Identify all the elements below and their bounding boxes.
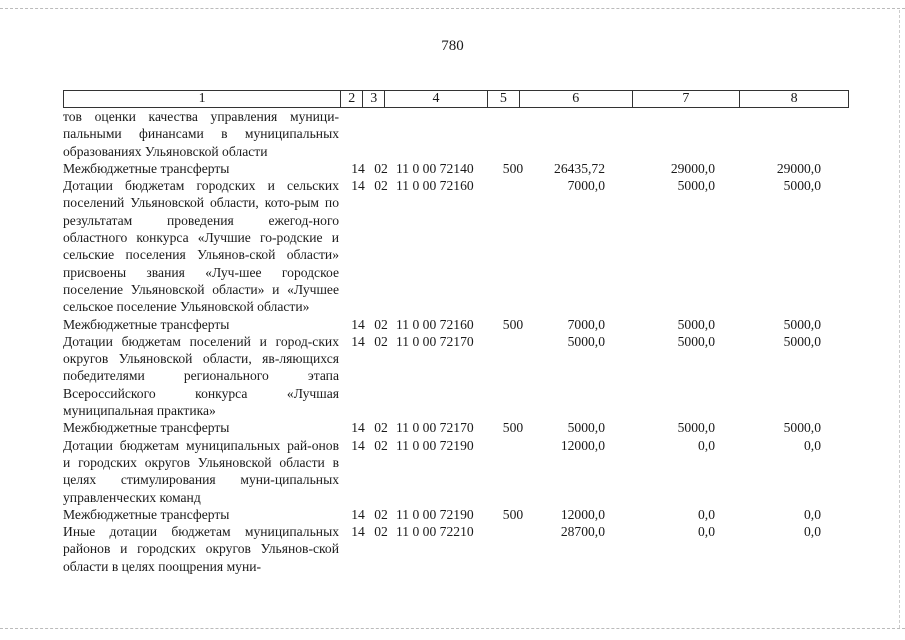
page-number: 780 <box>441 38 464 54</box>
budget-table-body <box>63 108 853 575</box>
row-target-code: 11 0 00 72140 <box>396 160 474 176</box>
row-subsection: 02 <box>374 333 388 349</box>
column-header-5: 5 <box>488 91 520 107</box>
row-target-code: 11 0 00 72160 <box>396 316 474 332</box>
row-section: 14 <box>351 178 365 194</box>
table-row <box>63 160 853 177</box>
row-name: тов оценки качества управления муници-пальными финансами в муниципальных образованиях Ульяновской области <box>63 109 339 159</box>
row-amount-year2: 5000,0 <box>677 420 715 436</box>
scan-edge-bottom <box>0 628 905 630</box>
row-amount-year2: 5000,0 <box>677 316 715 332</box>
row-name: Межбюджетные трансферты <box>63 420 230 436</box>
row-section: 14 <box>351 524 365 540</box>
table-row <box>63 419 853 436</box>
table-row <box>63 506 853 523</box>
row-section: 14 <box>351 420 365 436</box>
row-section: 14 <box>351 316 365 332</box>
row-expense-type: 500 <box>502 160 524 176</box>
row-amount-year1: 12000,0 <box>560 437 605 453</box>
row-amount-year3: 29000,0 <box>776 160 821 176</box>
row-target-code: 11 0 00 72170 <box>396 333 474 349</box>
column-header-1: 1 <box>64 91 341 107</box>
table-row <box>63 316 853 333</box>
row-section: 14 <box>351 160 365 176</box>
row-section: 14 <box>351 506 365 522</box>
table-row <box>63 437 853 506</box>
row-expense-type: 500 <box>502 316 524 332</box>
row-amount-year2: 29000,0 <box>670 160 715 176</box>
row-expense-type: 500 <box>502 420 524 436</box>
row-name: Дотации бюджетам городских и сельских поселений Ульяновской области, кото-рым по результатам проведения ежегод-ного областного конкурса «Лучшие го-родские и сельские поселения Ульянов-ской области» присвоены звания «Луч-шее городское поселение Ульяновской области» и «Лучшее сельское поселение Ульяновской области» <box>63 178 339 315</box>
row-name: Дотации бюджетам поселений и город-ских округов Ульяновской области, яв-ляющихся победителями регионального этапа Всероссийского конкурса «Лучшая муниципальная практика» <box>63 333 339 419</box>
row-amount-year1: 5000,0 <box>567 333 605 349</box>
row-expense-type: 500 <box>502 506 524 522</box>
row-name: Межбюджетные трансферты <box>63 316 230 332</box>
row-subsection: 02 <box>374 178 388 194</box>
column-header-6: 6 <box>520 91 633 107</box>
row-amount-year3: 5000,0 <box>783 420 821 436</box>
row-amount-year3: 0,0 <box>804 524 821 540</box>
row-target-code: 11 0 00 72190 <box>396 506 474 522</box>
row-subsection: 02 <box>374 420 388 436</box>
row-subsection: 02 <box>374 160 388 176</box>
row-target-code: 11 0 00 72160 <box>396 178 474 194</box>
row-name: Дотации бюджетам муниципальных рай-онов и городских округов Ульяновской области в целях стимулирования муни-ципальных управленческих команд <box>63 437 339 505</box>
row-amount-year2: 5000,0 <box>677 333 715 349</box>
row-amount-year2: 5000,0 <box>677 178 715 194</box>
row-amount-year3: 5000,0 <box>783 316 821 332</box>
row-amount-year3: 5000,0 <box>783 178 821 194</box>
column-header-7: 7 <box>633 91 741 107</box>
scan-edge-right <box>899 10 900 628</box>
row-subsection: 02 <box>374 437 388 453</box>
table-column-header <box>63 90 849 108</box>
column-header-4: 4 <box>385 91 488 107</box>
column-header-2: 2 <box>341 91 363 107</box>
row-amount-year3: 5000,0 <box>783 333 821 349</box>
row-section: 14 <box>351 333 365 349</box>
row-target-code: 11 0 00 72190 <box>396 437 474 453</box>
row-target-code: 11 0 00 72170 <box>396 420 474 436</box>
row-amount-year1: 28700,0 <box>560 524 605 540</box>
column-header-3: 3 <box>363 91 385 107</box>
row-amount-year3: 0,0 <box>804 506 821 522</box>
row-subsection: 02 <box>374 524 388 540</box>
row-amount-year1: 5000,0 <box>567 420 605 436</box>
row-subsection: 02 <box>374 316 388 332</box>
table-row <box>63 523 853 575</box>
row-amount-year1: 26435,72 <box>554 160 605 176</box>
row-amount-year1: 12000,0 <box>560 506 605 522</box>
row-amount-year1: 7000,0 <box>567 178 605 194</box>
table-row <box>63 108 853 160</box>
row-amount-year1: 7000,0 <box>567 316 605 332</box>
table-row <box>63 177 853 315</box>
row-amount-year2: 0,0 <box>698 506 715 522</box>
row-section: 14 <box>351 437 365 453</box>
row-name: Иные дотации бюджетам муниципальных районов и городских округов Ульянов-ской области в целях поощрения муни- <box>63 524 339 574</box>
row-amount-year2: 0,0 <box>698 437 715 453</box>
column-header-8: 8 <box>790 91 798 106</box>
row-name: Межбюджетные трансферты <box>63 160 230 176</box>
row-target-code: 11 0 00 72210 <box>396 524 474 540</box>
row-name: Межбюджетные трансферты <box>63 506 230 522</box>
row-amount-year2: 0,0 <box>698 524 715 540</box>
row-amount-year3: 0,0 <box>804 437 821 453</box>
table-row <box>63 333 853 419</box>
scan-edge-top <box>0 8 905 10</box>
row-subsection: 02 <box>374 506 388 522</box>
